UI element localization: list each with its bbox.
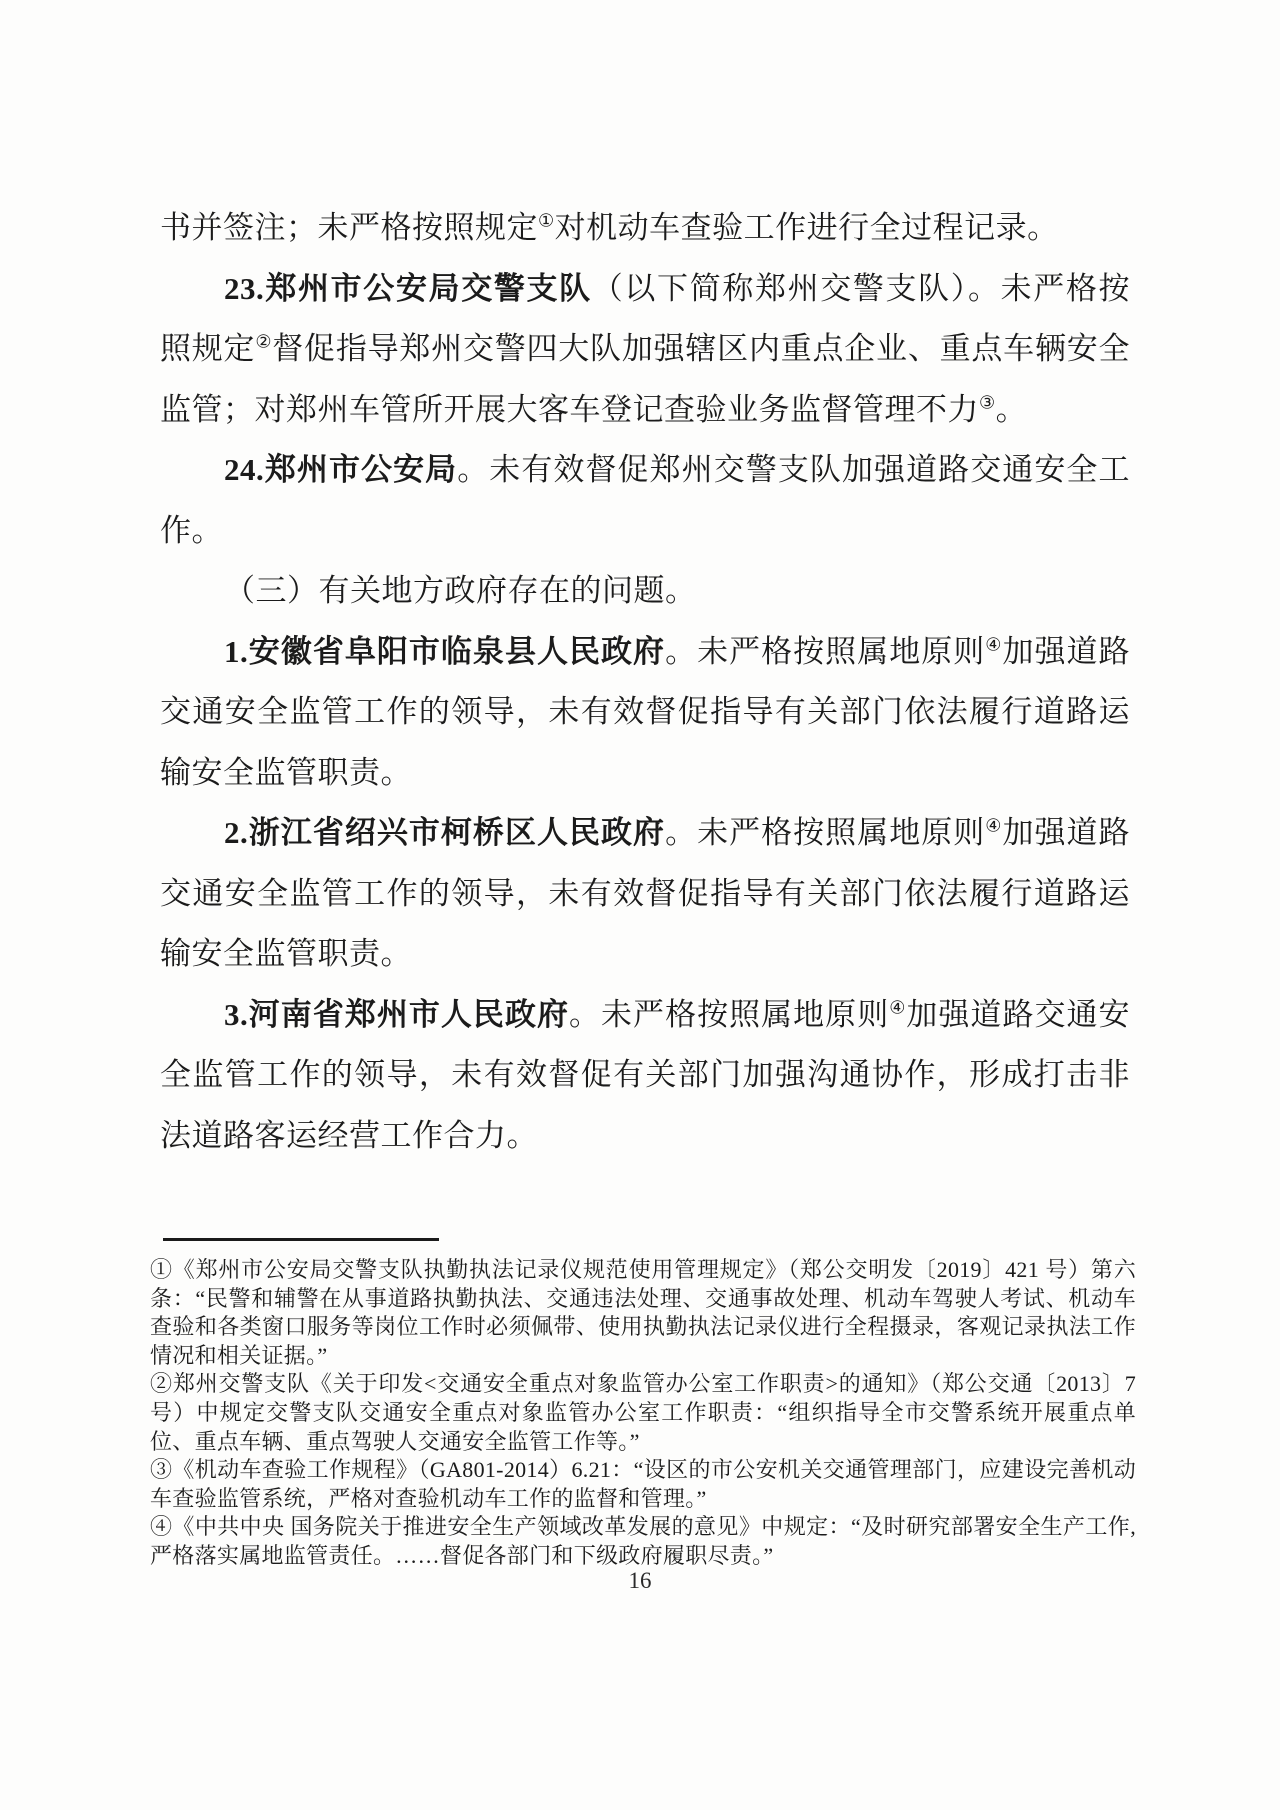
paragraph xyxy=(160,985,1130,1167)
footnote-separator xyxy=(163,1238,439,1241)
footnote: ③《机动车查验工作规程》（GA801-2014）6.21：“设区的市公安机关交通管理部门，应建设完善机动车查验监管系统，严格对查验机动车工作的监督和管理。” xyxy=(150,1457,1136,1511)
body-text: 。未严格按照属地原则 xyxy=(569,996,890,1032)
body-text: 。未有效督促郑州交警支队加强道路交通安全工作。 xyxy=(160,452,1130,548)
body-text: 。未严格按照属地原则 xyxy=(665,633,986,669)
paragraph xyxy=(160,259,1130,441)
footnote-ref: ③ xyxy=(979,392,996,413)
body-text: 对机动车查验工作进行全过程记录。 xyxy=(554,210,1059,245)
footnote-ref: ④ xyxy=(985,815,1003,836)
body-text: 加强道路交通安全监管工作的领导，未有效督促有关部门加强沟通协作，形成打击非法道路客运经营工作合力。 xyxy=(160,996,1131,1153)
footnote-ref: ④ xyxy=(985,634,1003,655)
footnote: ②郑州交警支队《关于印发<交通安全重点对象监管办公室工作职责>的通知》（郑公交通〔2013〕7 号）中规定交警支队交通安全重点对象监管办公室工作职责：“组织指导全市交警系统开展重点单位、重点车辆、重点驾驶人交通安全监管工作等。” xyxy=(150,1371,1136,1454)
footnote-ref: ① xyxy=(538,210,555,231)
footnote-ref: ④ xyxy=(889,997,907,1018)
page-number: 16 xyxy=(628,1568,652,1593)
item-heading: 23.郑州市公安局交警支队 xyxy=(224,270,592,306)
paragraph xyxy=(160,622,1130,804)
body-text: 加强道路交通安全监管工作的领导，未有效督促指导有关部门依法履行道路运输安全监管职责。 xyxy=(160,815,1131,971)
body-text: 加强道路交通安全监管工作的领导，未有效督促指导有关部门依法履行道路运输安全监管职责。 xyxy=(160,633,1131,790)
body-text: （三）有关地方政府存在的问题。 xyxy=(224,573,697,608)
body-text: 。未严格按照属地原则 xyxy=(665,815,986,850)
paragraph xyxy=(160,803,1130,985)
body-text: （以下简称郑州交警支队）。未严格按照规定 xyxy=(160,270,1131,366)
item-heading: 2.浙江省绍兴市柯桥区人民政府 xyxy=(224,815,666,850)
footnote-ref: ② xyxy=(255,331,273,352)
item-heading: 1.安徽省阜阳市临泉县人民政府 xyxy=(224,633,666,669)
item-heading: 24.郑州市公安局 xyxy=(224,452,458,487)
paragraph xyxy=(160,440,1130,561)
body-paragraphs xyxy=(160,198,1130,1166)
item-heading: 3.河南省郑州市人民政府 xyxy=(224,996,569,1032)
paragraph xyxy=(160,561,1130,622)
body-text: 督促指导郑州交警四大队加强辖区内重点企业、重点车辆安全监管；对郑州车管所开展大客车登记查验业务监督管理不力 xyxy=(160,331,1131,427)
paragraph xyxy=(160,198,1130,259)
body-text: 。 xyxy=(995,391,1028,427)
footnote: ④《中共中央 国务院关于推进安全生产领域改革发展的意见》中规定：“及时研究部署安全生产工作,严格落实属地监管责任。……督促各部门和下级政府履职尽责。” xyxy=(150,1514,1136,1568)
footnote: ①《郑州市公安局交警支队执勤执法记录仪规范使用管理规定》（郑公交明发〔2019〕421 号）第六条：“民警和辅警在从事道路执勤执法、交通违法处理、交通事故处理、机动车驾驶人考试、机动车查验和各类窗口服务等岗位工作时必须佩带、使用执勤执法记录仪进行全程摄录，客观记录执法工作情况和相关证据。” xyxy=(150,1257,1136,1368)
footnotes-list xyxy=(150,1256,1136,1571)
body-text: 书并签注；未严格按照规定 xyxy=(160,210,538,245)
